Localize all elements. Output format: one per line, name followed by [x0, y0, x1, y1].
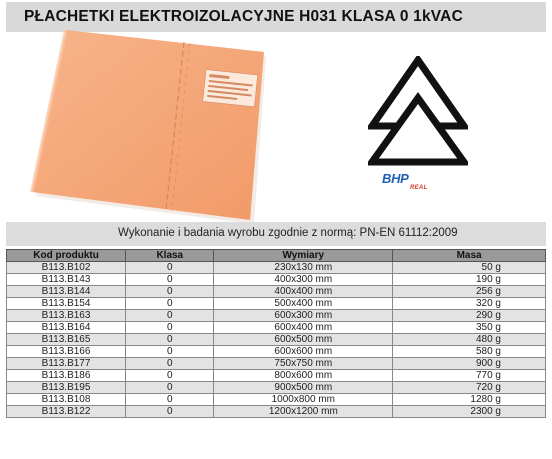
cell-dims: 1000x800 mm — [214, 394, 393, 406]
cell-mass: 480 g — [393, 334, 546, 346]
cell-dims: 500x400 mm — [214, 298, 393, 310]
cell-class: 0 — [126, 274, 214, 286]
cell-mass: 720 g — [393, 382, 546, 394]
cell-mass: 2300 g — [393, 406, 546, 418]
cell-dims: 600x300 mm — [214, 310, 393, 322]
brand-sub: REAL — [410, 185, 428, 191]
header-code: Kod produktu — [7, 250, 126, 262]
table-row — [7, 274, 546, 286]
sheet-label — [203, 70, 258, 107]
table-row — [7, 322, 546, 334]
table-row — [7, 286, 546, 298]
table-row — [7, 334, 546, 346]
cell-class: 0 — [126, 298, 214, 310]
header-mass: Masa — [393, 250, 546, 262]
product-image — [18, 28, 318, 228]
cell-dims: 600x600 mm — [214, 346, 393, 358]
cell-mass: 256 g — [393, 286, 546, 298]
cell-class: 0 — [126, 394, 214, 406]
cell-mass: 350 g — [393, 322, 546, 334]
cell-class: 0 — [126, 346, 214, 358]
cell-code: B113.B165 — [7, 334, 126, 346]
cell-dims: 400x300 mm — [214, 274, 393, 286]
cell-code: B113.B186 — [7, 370, 126, 382]
cell-code: B113.B166 — [7, 346, 126, 358]
cell-dims: 750x750 mm — [214, 358, 393, 370]
cell-mass: 290 g — [393, 310, 546, 322]
cell-code: B113.B164 — [7, 322, 126, 334]
cell-dims: 900x500 mm — [214, 382, 393, 394]
cell-mass: 1280 g — [393, 394, 546, 406]
table-row — [7, 382, 546, 394]
cell-dims: 400x400 mm — [214, 286, 393, 298]
cell-code: B113.B154 — [7, 298, 126, 310]
table-row — [7, 358, 546, 370]
table-row — [7, 370, 546, 382]
page-title: PŁACHETKI ELEKTROIZOLACYJNE H031 KLASA 0 1kVAC — [24, 8, 463, 25]
cell-code: B113.B102 — [7, 262, 126, 274]
cell-mass: 770 g — [393, 370, 546, 382]
cell-mass: 580 g — [393, 346, 546, 358]
table-row — [7, 406, 546, 418]
cell-dims: 600x500 mm — [214, 334, 393, 346]
norm-bar — [6, 222, 546, 246]
norm-text: Wykonanie i badania wyrobu zgodnie z normą: PN-EN 61112:2009 — [118, 227, 458, 239]
cell-mass: 50 g — [393, 262, 546, 274]
cell-class: 0 — [126, 334, 214, 346]
brand-logo — [382, 171, 442, 197]
table-row — [7, 394, 546, 406]
cell-class: 0 — [126, 382, 214, 394]
double-triangle-bhp-icon — [368, 56, 468, 186]
products-table — [6, 249, 546, 418]
table-row — [7, 346, 546, 358]
cell-class: 0 — [126, 262, 214, 274]
cell-dims: 1200x1200 mm — [214, 406, 393, 418]
table-row — [7, 262, 546, 274]
cell-code: B113.B108 — [7, 394, 126, 406]
cell-dims: 230x130 mm — [214, 262, 393, 274]
header-class: Klasa — [126, 250, 214, 262]
brand-name: BHP — [382, 171, 409, 186]
cell-dims: 600x400 mm — [214, 322, 393, 334]
table-row — [7, 310, 546, 322]
cell-mass: 190 g — [393, 274, 546, 286]
cell-class: 0 — [126, 322, 214, 334]
cell-class: 0 — [126, 286, 214, 298]
cell-code: B113.B163 — [7, 310, 126, 322]
cell-dims: 800x600 mm — [214, 370, 393, 382]
cell-code: B113.B144 — [7, 286, 126, 298]
cell-code: B113.B195 — [7, 382, 126, 394]
cell-mass: 320 g — [393, 298, 546, 310]
cell-class: 0 — [126, 406, 214, 418]
cell-class: 0 — [126, 358, 214, 370]
header-dims: Wymiary — [214, 250, 393, 262]
sheet-shape — [32, 30, 264, 220]
cell-mass: 900 g — [393, 358, 546, 370]
insulating-sheet-image — [18, 28, 318, 228]
cell-class: 0 — [126, 310, 214, 322]
cell-code: B113.B122 — [7, 406, 126, 418]
cell-code: B113.B177 — [7, 358, 126, 370]
cell-class: 0 — [126, 370, 214, 382]
table-header-row — [7, 250, 546, 262]
table-row — [7, 298, 546, 310]
cell-code: B113.B143 — [7, 274, 126, 286]
